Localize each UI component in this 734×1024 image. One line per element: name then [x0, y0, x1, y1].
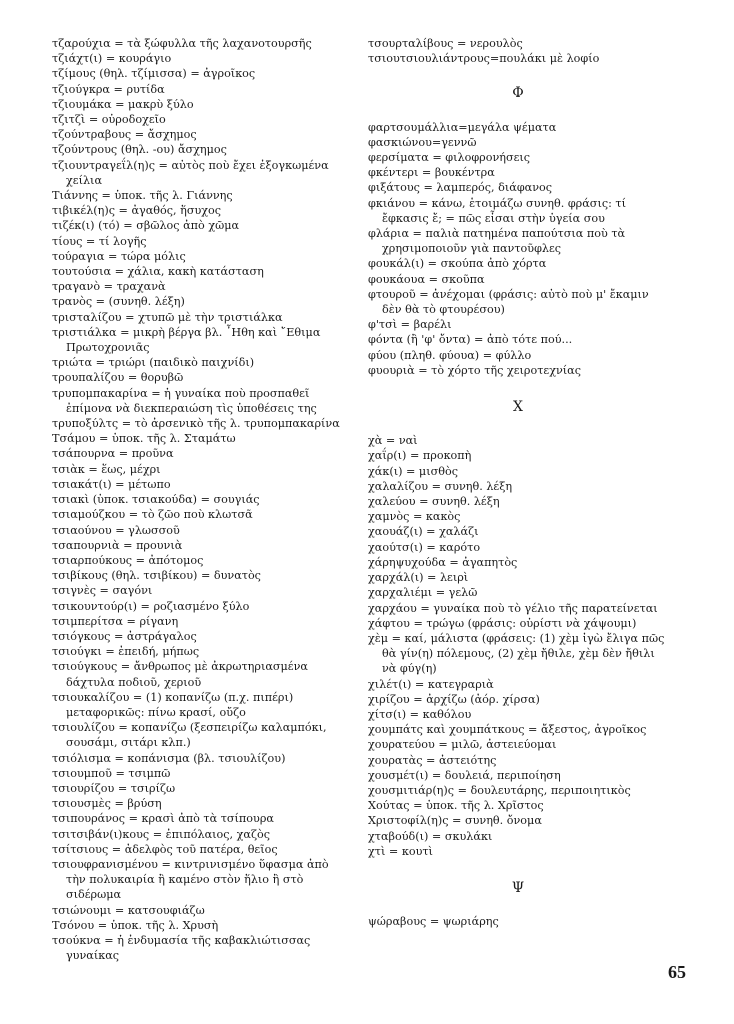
right-top-entries: [368, 36, 668, 66]
dictionary-entry: τσουρταλίβους = νερουλὸς: [368, 37, 523, 50]
dictionary-entry: τσιὰκ = ἕως, μέχρι: [52, 462, 161, 476]
dictionary-entry: χαρχάου = γυναίκα ποὺ τὸ γέλιο τῆς παρατείνεται: [368, 601, 658, 615]
dictionary-entry: Τιάννης = ὑποκ. τῆς λ. Γιάννης: [52, 189, 233, 203]
dictionary-entry: τσιώνουμι = κατσουφιάζω: [52, 903, 205, 917]
section-letter-phi: Φ: [512, 85, 524, 102]
dictionary-entry: τσάπουρνα = προῦνα: [52, 447, 174, 461]
dictionary-entry: χιρίζου = ἀρχίζω (ἀόρ. χίρσα): [368, 692, 540, 706]
dictionary-entry: τριώτα = τριώρι (παιδικὸ παιχνίδι): [52, 356, 255, 370]
dictionary-entry: τσιαούνου = γλωσσοῦ: [52, 523, 180, 537]
dictionary-entry: φαρτσουμάλλια=μεγάλα ψέματα: [368, 120, 557, 134]
dictionary-entry: τσιπουράνος = κρασὶ ἀπὸ τὰ τσίπουρα: [52, 812, 274, 826]
dictionary-entry: τζιουντραγεΐλ(η)ς = αὐτὸς ποὺ ἔχει ἐξογκωμένα χείλια: [52, 158, 329, 187]
dictionary-entry: τσιούγκι = ἐπειδή, μήπως: [52, 645, 200, 659]
dictionary-entry: φουκάουα = σκοῦπα: [368, 272, 485, 286]
dictionary-entry: φυουριὰ = τὸ χόρτο τῆς χειροτεχνίας: [368, 363, 581, 377]
dictionary-entry: χουσμιτιάρ(η)ς = δουλευτάρης, περιποιητικὸς: [368, 783, 631, 797]
dictionary-entry: τσιμπερίτσα = ρίγανη: [52, 614, 179, 628]
dictionary-entry: τσιόγκους = ἀστράγαλος: [52, 629, 197, 643]
dictionary-entry: τσιουλίζου = κοπανίζω (ξεσπειρίζω καλαμπόκι, σουσάμι, σιτάρι κλπ.): [52, 721, 327, 750]
dictionary-entry: χτὶ = κουτὶ: [368, 844, 433, 858]
dictionary-entry: χαμνὸς = κακὸς: [368, 510, 461, 524]
dictionary-entry: τσιακὶ (ὑποκ. τσιακούδα) = σουγιάς: [52, 493, 260, 507]
dictionary-entry: τσιουρίζου = τσιρίζω: [52, 781, 176, 795]
dictionary-entry: τσούκνα = ἡ ἐνδυμασία τῆς καβακλιώτισσας γυναίκας: [52, 933, 311, 963]
dictionary-entry: χουμπάτς καὶ χουμπάτκους = ἄξεστος, ἀγροῖκος: [368, 723, 647, 737]
dictionary-entry: φερσίματα = φιλοφρονήσεις: [368, 151, 531, 165]
dictionary-entry: χαρχάλ(ι) = λειρὶ: [368, 571, 469, 585]
dictionary-entry: τσιαμούζκου = τὸ ζῶο ποὺ κλωτσᾶ: [52, 508, 253, 522]
dictionary-entry: τσιβίκους (θηλ. τσιβίκου) = δυνατὸς: [52, 569, 261, 583]
dictionary-entry: τζούντραβους = ἄσχημος: [52, 128, 197, 142]
dictionary-entry: τραγανὸ = τραχανὰ: [52, 280, 166, 294]
dictionary-entry: τσιόλισμα = κοπάνισμα (βλ. τσιουλίζου): [52, 751, 286, 765]
dictionary-entry: φλάρια = παλιὰ πατημένα παπούτσια ποὺ τὰ χρησιμοποιοῦν γιὰ παντοῦφλες: [368, 227, 626, 256]
dictionary-entry: φτουροῦ = ἀνέχομαι (φράσις: αὐτὸ ποὺ μ' ἔκαμιν δὲν θὰ τὸ φτουρέσου): [368, 287, 649, 317]
dictionary-entry: Τσόνου = ὑποκ. τῆς λ. Χρυσὴ: [52, 918, 219, 932]
dictionary-entry: χάκ(ι) = μισθὸς: [368, 464, 458, 478]
section-phi-entries: [368, 120, 668, 378]
dictionary-entry: τρυπομπακαρίνα = ἡ γυναίκα ποὺ προσπαθεῖ ἐπίμονα νὰ διεκπεραιώση τὶς ὑποθέσεις της: [52, 386, 317, 415]
dictionary-entry: φ'τσὶ = βαρέλι: [368, 318, 452, 332]
dictionary-entry: τσιγνὲς = σαγόνι: [52, 584, 153, 598]
dictionary-entry: τσικουντούρ(ι) = ροζιασμένο ξύλο: [52, 599, 250, 613]
dictionary-entry: φύου (πληθ. φύουα) = φύλλο: [368, 348, 532, 362]
dictionary-entry: τζιουμάκα = μακρὺ ξύλο: [52, 97, 194, 111]
dictionary-entry: Χριστοφίλ(η)ς = συνηθ. ὄνομα: [368, 814, 542, 828]
dictionary-entry: τσιουτσιουλιάντρους=πουλάκι μὲ λοφίο: [368, 52, 600, 66]
dictionary-entry: τσιαρπούκους = ἀπότομος: [52, 553, 204, 567]
section-letter-psi: Ψ: [511, 879, 525, 896]
dictionary-entry: φασκιώνου=γεννῶ: [368, 135, 477, 149]
dictionary-entry: χάρηψυχούδα = ἀγαπητὸς: [368, 555, 518, 569]
dictionary-entry: χουρατεύου = μιλῶ, ἀστειεύομαι: [368, 738, 557, 752]
dictionary-entry: τσιουμποῦ = τσιμπῶ: [52, 766, 171, 780]
left-column: [52, 36, 342, 963]
dictionary-entry: χαρχαλιέμι = γελῶ: [368, 586, 478, 600]
dictionary-entry: τσιουσμὲς = βρύση: [52, 797, 162, 811]
dictionary-entry: χαουάζ(ι) = χαλάζι: [368, 525, 479, 539]
dictionary-entry: φιξάτους = λαμπερός, διάφανος: [368, 181, 553, 195]
dictionary-entry: χὰ = ναὶ: [368, 434, 418, 448]
dictionary-entry: τουτούσια = χάλια, κακὴ κατάσταση: [52, 265, 264, 279]
dictionary-entry: χουσμέτ(ι) = δουλειά, περιποίηση: [368, 768, 561, 782]
dictionary-entry: χαΐρ(ι) = προκοπὴ: [368, 449, 472, 463]
dictionary-entry: τσαπουρνιὰ = προυνιὰ: [52, 538, 183, 552]
dictionary-entry: τούραγια = τώρα μόλις: [52, 249, 186, 263]
dictionary-entry: τιβικέλ(η)ς = ἀγαθός, ἥσυχος: [52, 204, 222, 218]
dictionary-entry: τζιτζὶ = οὐροδοχεῖο: [52, 113, 166, 127]
dictionary-entry: φκιάνου = κάνω, ἑτοιμάζω συνηθ. φράσις: τί ἔφκασις ἔ; = πῶς εἶσαι στὴν ὑγεία σου: [368, 196, 627, 225]
dictionary-entry: τίους = τί λογῆς: [52, 234, 147, 248]
dictionary-entry: τσιουφρανισμένου = κιντρινισμένο ὕφασμα ἀπὸ τὴν πολυκαιρία ἢ καμένο στὸν ἥλιο ἢ στὸ σιδέρωμα: [52, 857, 329, 902]
dictionary-entry: τρυποξύλτς = τὸ ἀρσενικὸ τῆς λ. τρυπομπακαρίνα: [52, 417, 340, 431]
page-number: 65: [668, 962, 686, 982]
section-psi-entries: [368, 914, 668, 929]
dictionary-entry: τσιούγκους = ἄνθρωπος μὲ ἀκρωτηριασμένα δάχτυλα ποδιοῦ, χεριοῦ: [52, 660, 308, 689]
dictionary-entry: χὲμ = καί, μάλιστα (φράσεις: (1) χὲμ ἰγὼ ἔλιγα πῶς θὰ γίν(η) πόλεμους, (2) χὲμ ἤθιλε, χὲμ δὲν ἤθιλι νὰ φύγ(η): [368, 631, 665, 676]
dictionary-entry: χαλαλίζου = συνηθ. λέξη: [368, 479, 513, 493]
dictionary-entry: τζαρούχια = τὰ ξώφυλλα τῆς λαχανοτουρσῆς: [52, 37, 312, 50]
dictionary-entry: χαλεύου = συνηθ. λέξη: [368, 495, 500, 509]
dictionary-entry: τρουπαλίζου = θορυβῶ: [52, 371, 184, 385]
dictionary-entry: τρανὸς = (συνηθ. λέξη): [52, 295, 185, 309]
dictionary-entry: τσιτσιβάν(ι)κους = ἐπιπόλαιος, χαζὸς: [52, 827, 271, 841]
dictionary-entry: ψώραβους = ψωριάρης: [368, 915, 499, 929]
dictionary-entry: χάφτου = τρώγω (φράσις: οὑρίστι νὰ χάψουμι): [368, 616, 637, 630]
dictionary-entry: τζιούγκρα = ρυτίδα: [52, 82, 165, 96]
dictionary-entry: χταβούδ(ι) = σκυλάκι: [368, 829, 493, 843]
dictionary-entry: τσιουκαλίζου = (1) κοπανίζω (π.χ. πιπέρι) μεταφορικῶς: πίνω κρασί, οὔζο: [52, 690, 294, 719]
dictionary-entry: τζιάχτ(ι) = κουράγιο: [52, 52, 172, 66]
dictionary-entry: φόντα (ἢ 'φ' ὄντα) = ἀπὸ τότε πού...: [368, 333, 573, 347]
dictionary-entry: τρισταλίζου = χτυπῶ μὲ τὴν τριστιάλκα: [52, 310, 283, 324]
dictionary-entry: Χούτας = ὑποκ. τῆς λ. Χρῖστος: [368, 799, 544, 813]
dictionary-entry: χιλέτ(ι) = κατεγραριὰ: [368, 677, 494, 691]
dictionary-entry: τιζέκ(ι) (τό) = σβῶλος ἀπὸ χῶμα: [52, 219, 240, 233]
dictionary-entry: Τσάμου = ὑποκ. τῆς λ. Σταμάτω: [52, 432, 236, 446]
dictionary-entry: φουκάλ(ι) = σκούπα ἀπὸ χόρτα: [368, 257, 547, 271]
dictionary-entry: φκέντερι = βουκέντρα: [368, 166, 495, 180]
dictionary-entry: τσίτσιους = ἀδελφὸς τοῦ πατέρα, θεῖος: [52, 842, 278, 856]
dictionary-entry: χίτσ(ι) = καθόλου: [368, 707, 472, 721]
dictionary-entry: τσιακάτ(ι) = μέτωπο: [52, 477, 171, 491]
dictionary-entry: χουρατὰς = ἀστειότης: [368, 753, 497, 767]
dictionary-entry: τριστιάλκα = μικρὴ βέργα βλ. ῏Ηθη καὶ ῎Εθιμα Πρωτοχρονιᾶς: [52, 325, 321, 355]
section-chi-entries: [368, 433, 668, 859]
dictionary-entry: τζίμους (θηλ. τζίμισσα) = ἀγροῖκος: [52, 67, 256, 81]
dictionary-entry: χαούτσ(ι) = καρότο: [368, 540, 481, 554]
section-letter-chi: Χ: [513, 399, 523, 416]
right-column: [368, 36, 668, 929]
dictionary-entry: τζούντρους (θηλ. -ου) ἄσχημος: [52, 143, 227, 157]
